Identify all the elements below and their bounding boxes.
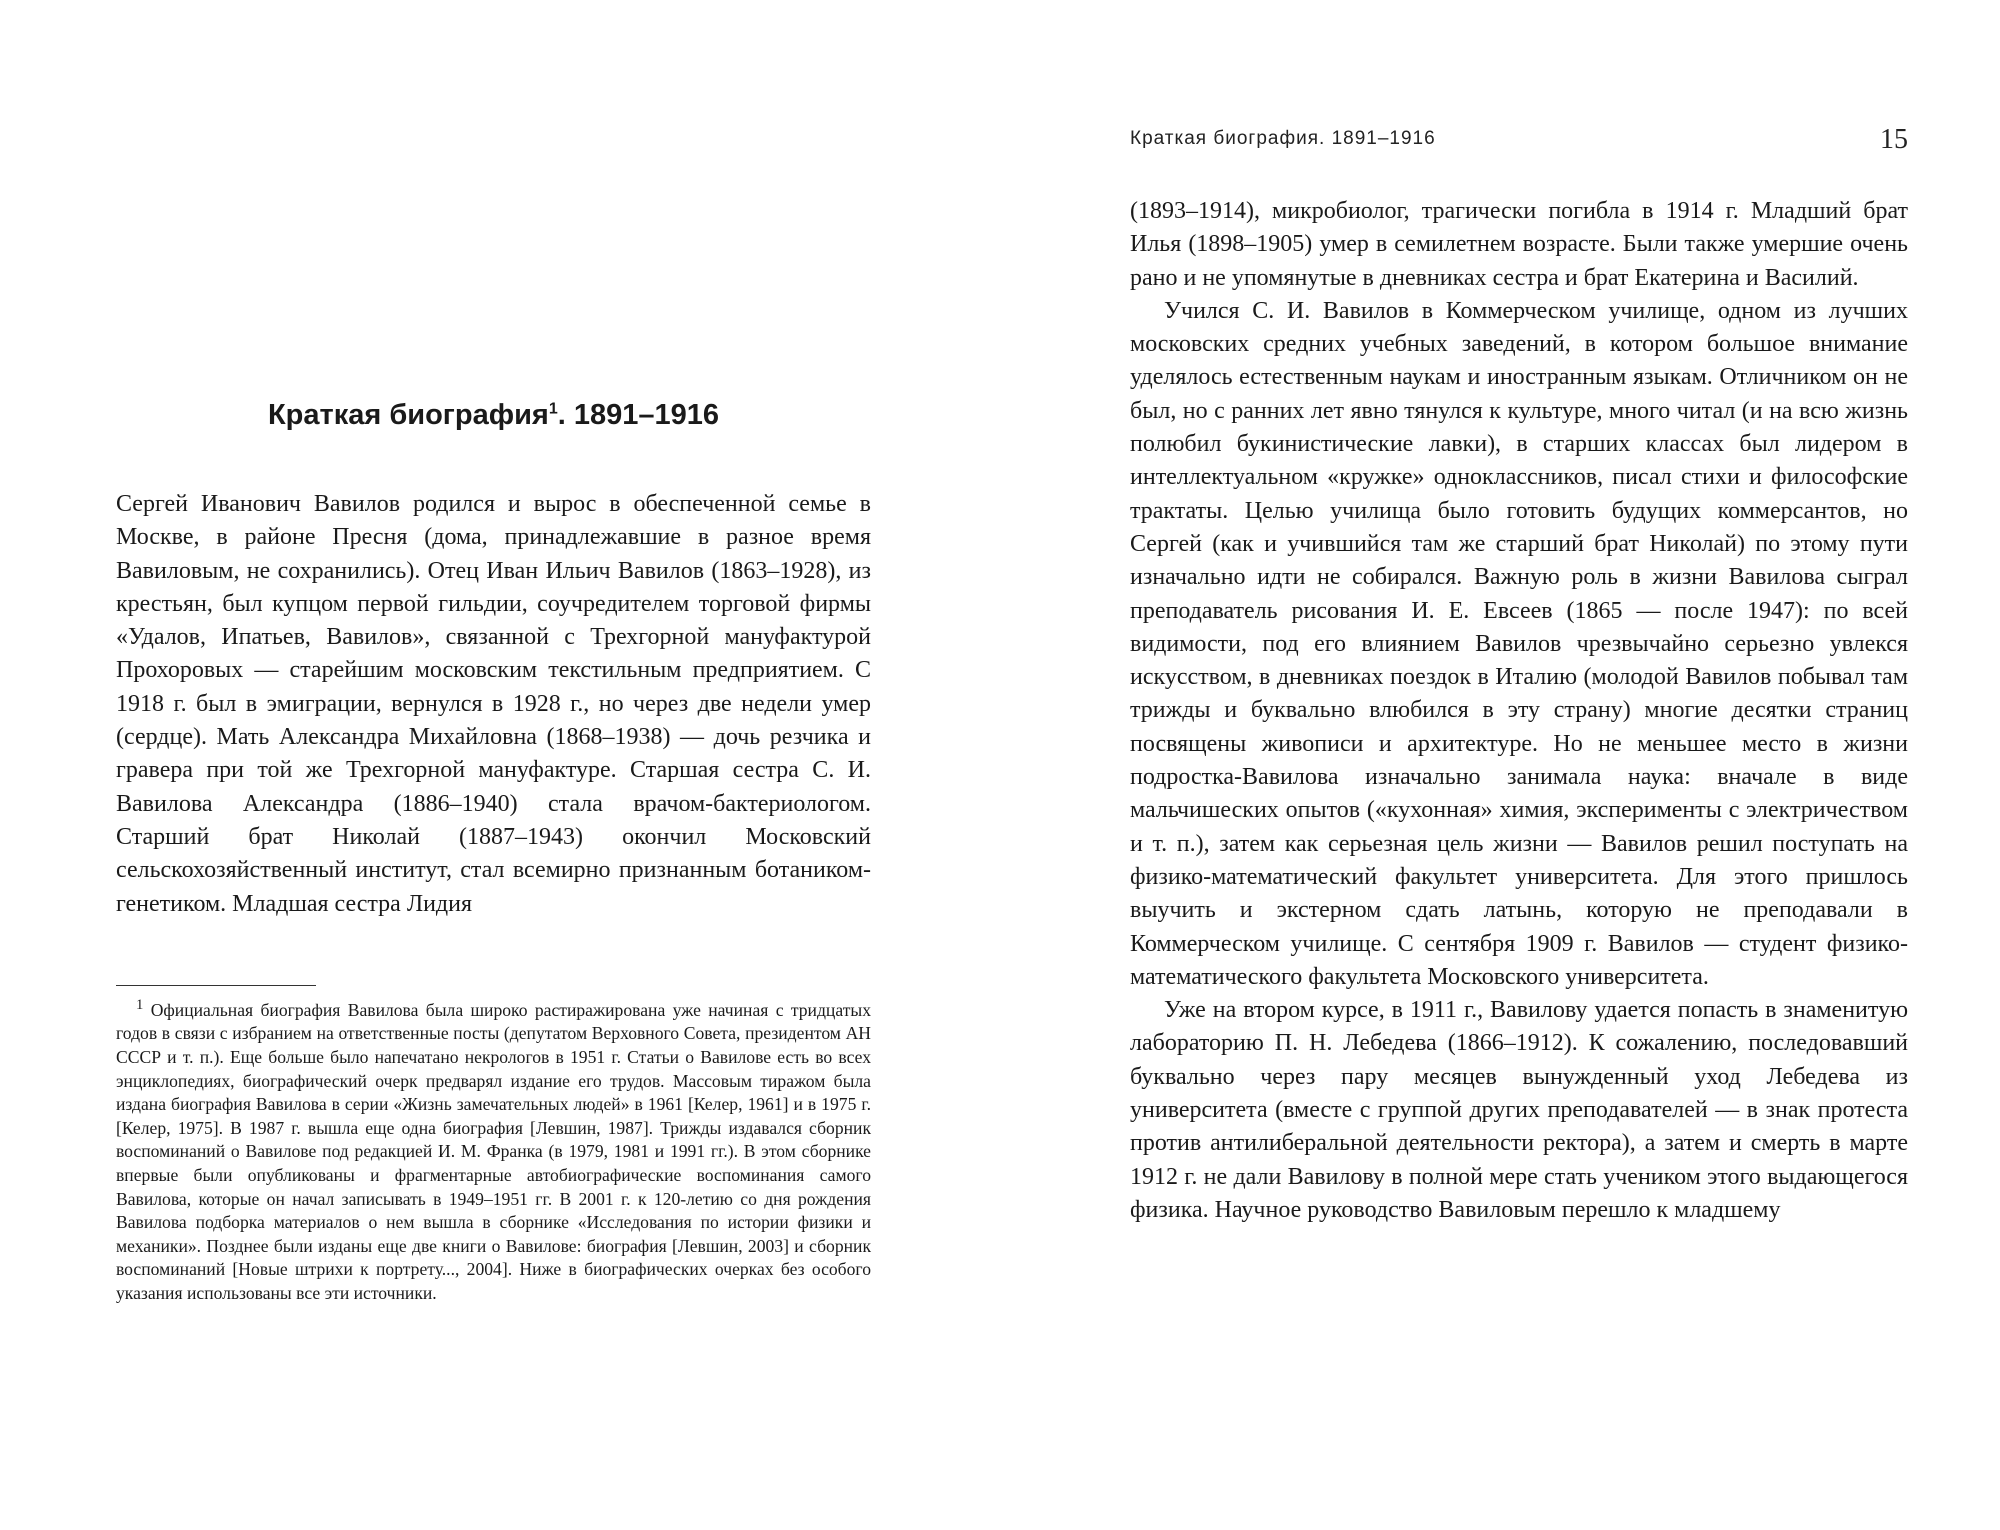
chapter-title-footnote-ref: 1 — [548, 400, 558, 418]
page-number: 15 — [1880, 124, 1908, 155]
chapter-title-text: Краткая биография — [267, 399, 549, 432]
paragraph: Уже на втором курсе, в 1911 г., Вавилову удается попасть в знаменитую лабораторию П. Н. Лебедева (1866–1912). К сожалению, последовавший буквально через пару месяцев вынужденный уход Лебедева из университета (вместе с группой других преподавателей — в знак протеста против антилиберальной деятельности ректора), а затем и смерть в марте 1912 г. не дали Вавилову в полной мере стать учеником этого выдающегося физика. Научное руководство Вавиловым перешло к младшему — [1130, 997, 1908, 1223]
paragraph: Сергей Иванович Вавилов родился и вырос в обеспеченной семье в Москве, в районе Пресня (дома, принадлежавшие в разное время Вавиловым, не сохранились). Отец Иван Ильич Вавилов (1863–1928), из крестьян, был купцом первой гильдии, соучредителем торговой фирмы «Удалов, Ипатьев, Вавилов», связанной с Трехгорной мануфактурой Прохоровых — старейшим московским текстильным предприятием. С 1918 г. был в эмиграции, вернулся в 1928 г., но через две недели умер (сердце). Мать Александра Михайловна (1868–1938) — дочь резчика и гравера при той же Трехгорной мануфактуре. Старшая сестра С. И. Вавилова Александра (1886–1940) стала врачом-бактериологом. Старший брат Николай (1887–1943) окончил Московский сельскохозяйственный институт, стал всемирно признанным ботаником-генетиком. Младшая сестра Лидия — [116, 491, 871, 917]
paragraph: (1893–1914), микробиолог, трагически погибла в 1914 г. Младший брат Илья (1898–1905) умер в семилетнем возрасте. Были также умершие очень рано и не упомянутые в дневниках сестра и брат Екатерина и Василий. — [1130, 198, 1908, 291]
chapter-title — [116, 399, 871, 432]
chapter-title-years: . 1891–1916 — [557, 399, 720, 432]
footnote-divider — [116, 985, 316, 986]
footnote-text: Официальная биография Вавилова была широко растиражирована уже начиная с тридцатых годов в связи с избранием на ответственные посты (депутатом Верховного Совета, президентом АН СССР и т. п.). Еще больше было напечатано некрологов в 1951 г. Статьи о Вавилове есть во всех энциклопедиях, биографический очерк предварял издание его трудов. Массовым тиражом была издана биография Вавилова в серии «Жизнь замечательных людей» в 1961 [Келер, 1961] и в 1975 г. [Келер, 1975]. В 1987 г. вышла еще одна биография [Левшин, 1987]. Трижды издавался сборник воспоминаний о Вавилове под редакцией И. М. Франка (в 1979, 1981 и 1991 гг.). В этом сборнике впервые были опубликованы и фрагментарные автобиографические воспоминания самого Вавилова, которые он начал записывать в 1949–1951 гг. В 2001 г. к 120-летию со дня рождения Вавилова подборка материалов о нем вышла в сборнике «Исследования по истории физики и механики». Позднее были изданы еще две книги о Вавилове: биография [Левшин, 2003] и сборник воспоминаний [Новые штрихи к портрету..., 2004]. Ниже в биографических очерках без особого указания использованы все эти источники. — [116, 999, 871, 1303]
left-body-text — [116, 488, 871, 921]
paragraph: Учился С. И. Вавилов в Коммерческом училище, одном из лучших московских средних учебных заведений, в котором большое внимание уделялось естественным наукам и иностранным языкам. Отличником он не был, но с ранних лет явно тянулся к культуре, много читал (и на всю жизнь полюбил букинистические лавки), в старших классах был лидером в интеллектуальном «кружке» одноклассников, писал стихи и философские трактаты. Целью училища было готовить будущих коммерсантов, но Сергей (как и учившийся там же старший брат Николай) по этому пути изначально идти не собирался. Важную роль в жизни Вавилова сыграл преподаватель рисования И. Е. Евсеев (1865 — после 1947): по всей видимости, под его влиянием Вавилов чрезвычайно серьезно увлекся искусством, в дневниках поездок в Италию (молодой Вавилов побывал там трижды и буквально влюбился в эту страну) многие десятки страниц посвящены живописи и архитектуре. Но не меньшее место в жизни подростка-Вавилова изначально занимала наука: вначале в виде мальчишеских опытов («кухонная» химия, эксперименты с электричеством и т. п.), затем как серьезная цель жизни — Вавилов решил поступать на физико-математический факультет университета. Для этого пришлось выучить и экстерном сдать латынь, которую не преподавали в Коммерческом училище. С сентября 1909 г. Вавилов — студент физико-математического факультета Московского университета. — [1130, 297, 1908, 990]
footnote-marker: 1 — [136, 997, 144, 1013]
running-head: Краткая биография. 1891–1916 — [1130, 128, 1436, 149]
footnote — [116, 994, 871, 1306]
right-body-text — [1130, 195, 1908, 1227]
right-page — [1000, 0, 2000, 1530]
